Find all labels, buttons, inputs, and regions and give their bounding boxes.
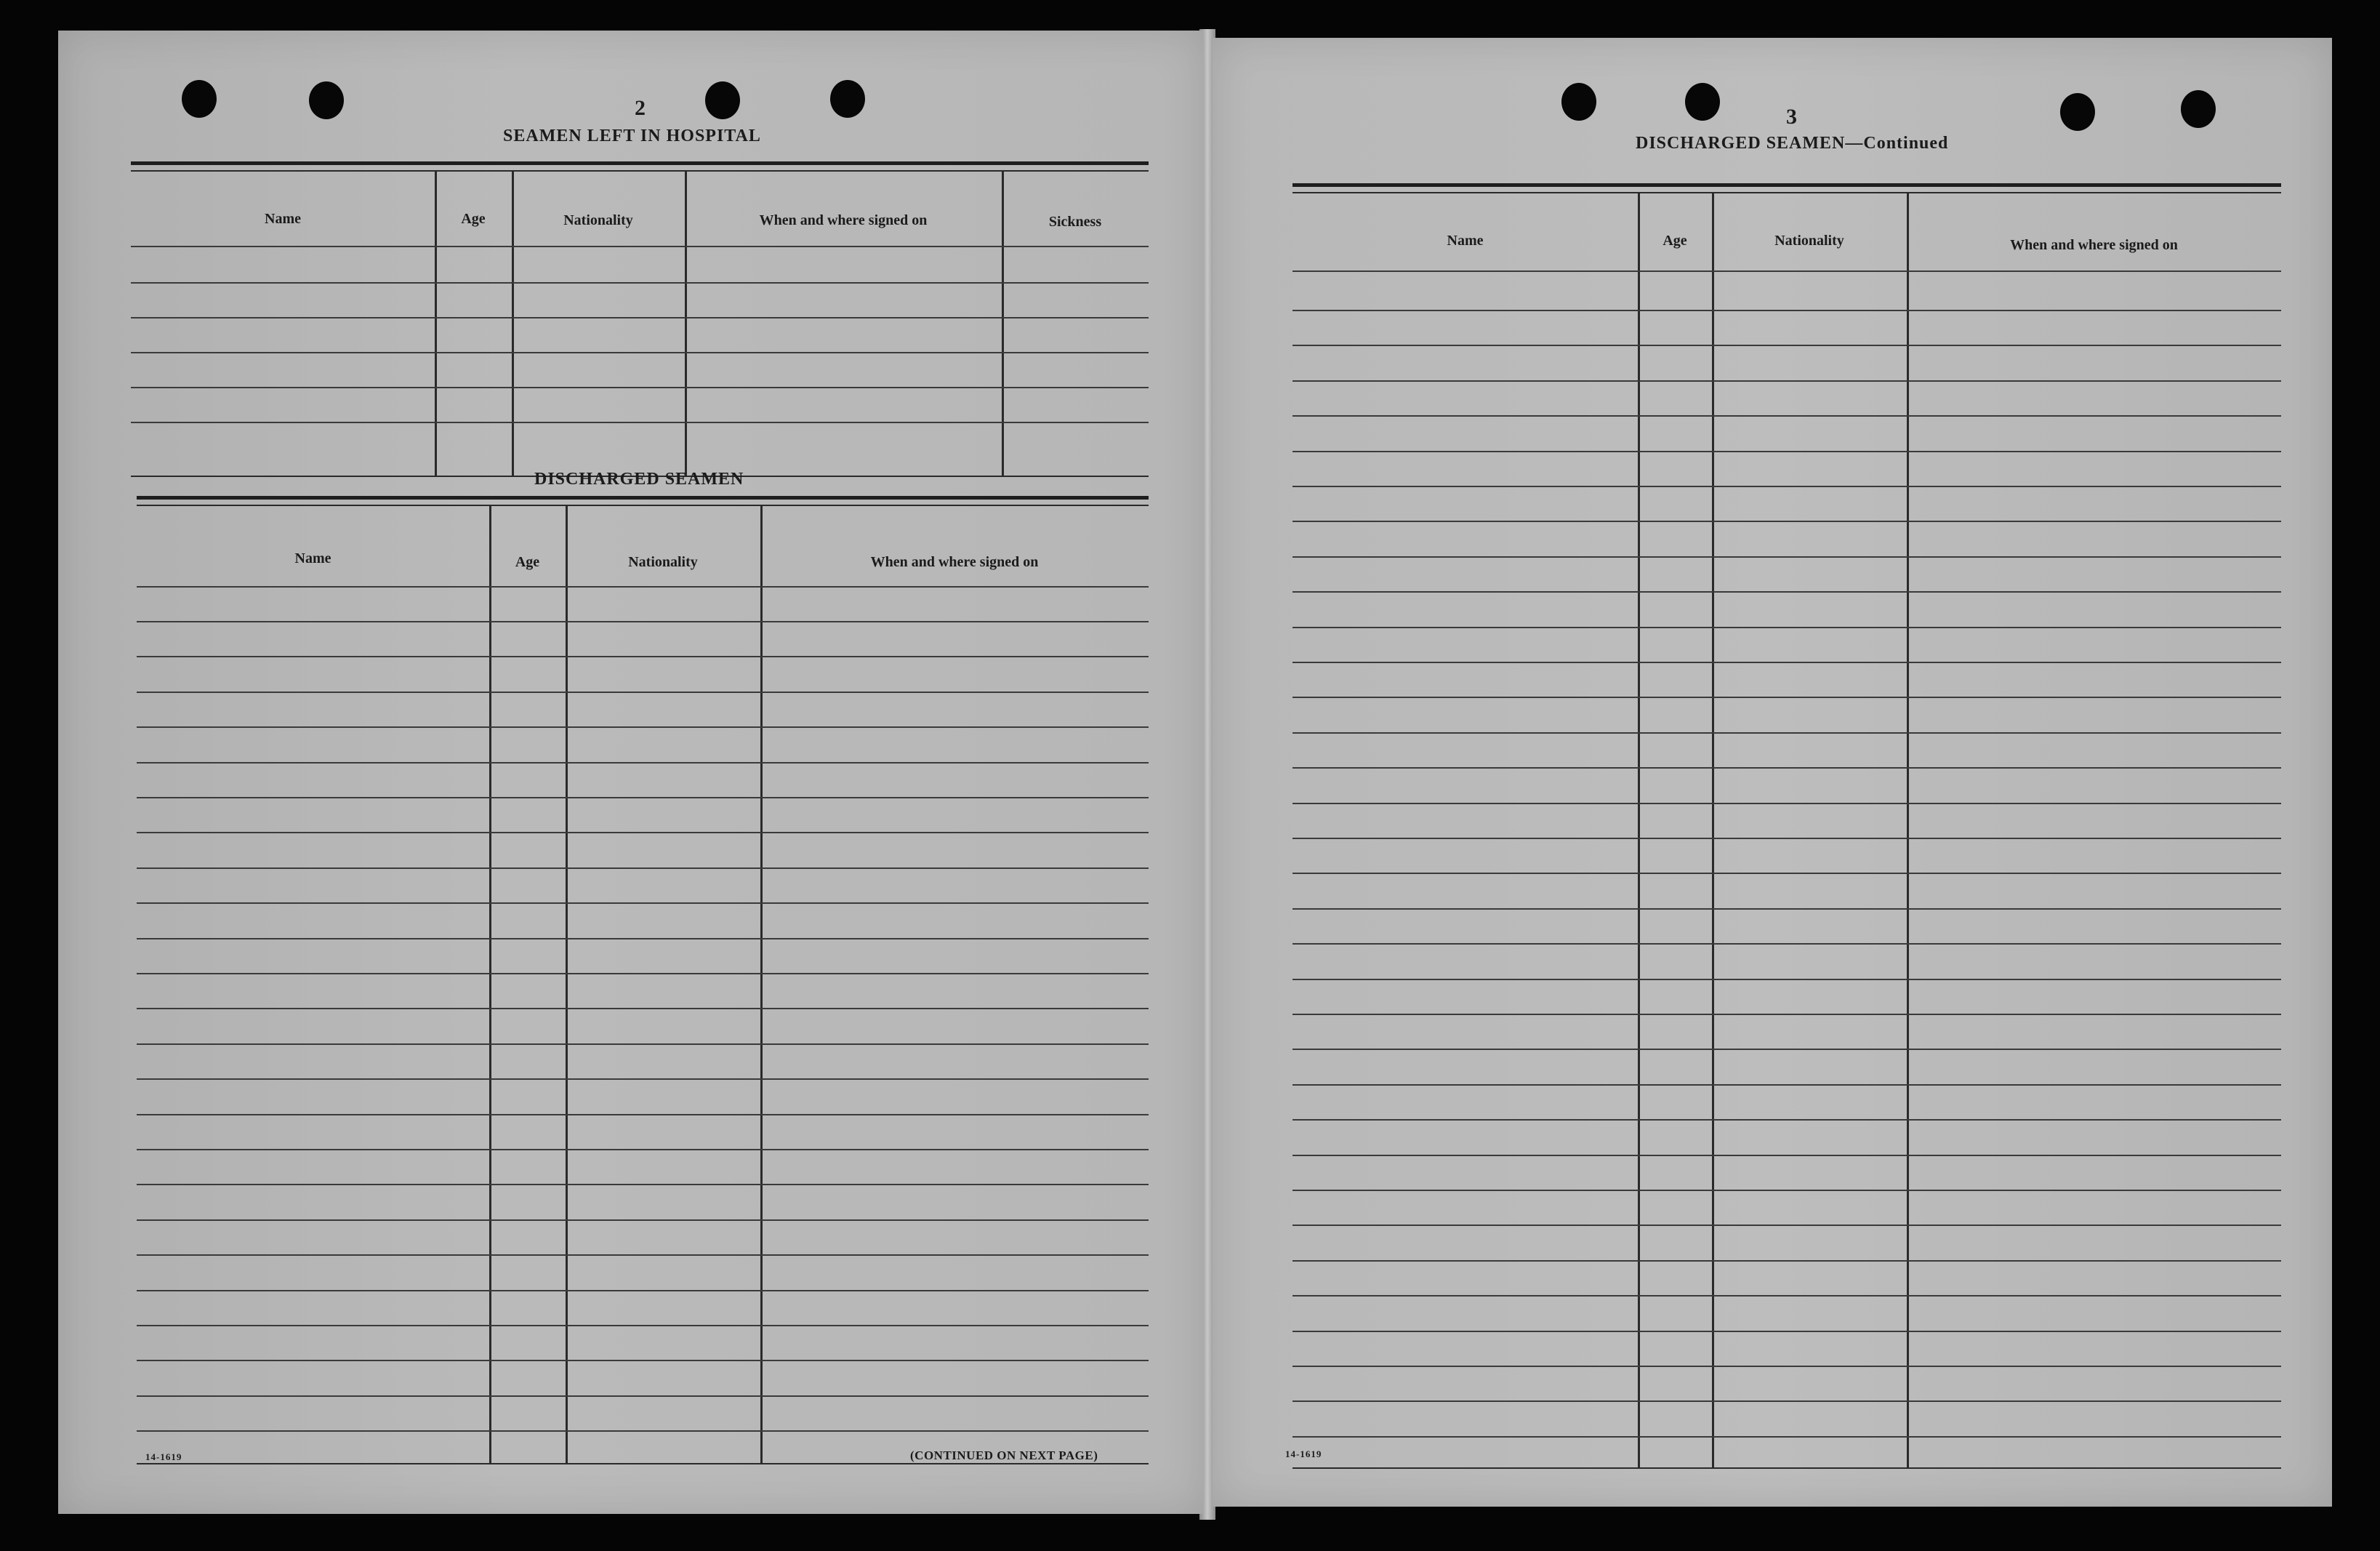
table-row-line: [1292, 1014, 2281, 1015]
table-row-line: [131, 317, 1149, 318]
table-row-line: [1292, 556, 2281, 558]
table-row-line: [1292, 1366, 2281, 1367]
table-row-line: [137, 1430, 1149, 1432]
table-row-line: [137, 1008, 1149, 1009]
table-row-line: [1292, 979, 2281, 980]
table-row-line: [137, 938, 1149, 939]
table-row-line: [1292, 1190, 2281, 1191]
column-divider: [760, 505, 763, 1463]
table-row-line: [137, 1360, 1149, 1361]
table-row-line: [137, 621, 1149, 622]
table-row-line: [1292, 1119, 2281, 1121]
table-row-line: [137, 1184, 1149, 1185]
table-row-line: [137, 1325, 1149, 1326]
column-header-signed-on: When and where signed on: [870, 554, 1039, 570]
punch-hole: [2181, 90, 2216, 128]
column-divider: [566, 505, 568, 1463]
punch-hole: [705, 81, 740, 119]
table-row-line: [1292, 380, 2281, 382]
table-row-line: [137, 1149, 1149, 1150]
table-row-line: [131, 387, 1149, 388]
table-row-line: [1292, 415, 2281, 417]
continued-note: (CONTINUED ON NEXT PAGE): [910, 1448, 1098, 1462]
table-row-line: [1292, 1400, 2281, 1402]
table-row-line: [137, 1219, 1149, 1221]
column-divider: [685, 170, 687, 476]
table-bottom-rule: [1292, 1467, 2281, 1469]
table-row-line: [137, 656, 1149, 657]
table-top-rule: [1292, 183, 2281, 187]
table-row-line: [1292, 627, 2281, 628]
header-underline: [131, 246, 1149, 247]
table-top-rule: [137, 505, 1149, 506]
column-header-nationality: Nationality: [563, 212, 633, 228]
punch-hole: [1685, 83, 1720, 121]
column-header-nationality: Nationality: [1774, 233, 1844, 249]
table-row-line: [1292, 908, 2281, 910]
table-row-line: [1292, 345, 2281, 346]
column-header-sickness: Sickness: [1048, 214, 1102, 230]
table-row-line: [137, 762, 1149, 764]
table-top-rule: [1292, 192, 2281, 193]
table-row-line: [1292, 873, 2281, 874]
column-header-signed-on: When and where signed on: [759, 212, 928, 228]
table-row-line: [1292, 1331, 2281, 1332]
table-row-line: [137, 1043, 1149, 1045]
discharged-continued-title: DISCHARGED SEAMEN—Continued: [1636, 134, 1949, 153]
column-header-signed-on: When and where signed on: [2010, 237, 2178, 253]
table-row-line: [1292, 697, 2281, 698]
table-row-line: [137, 1078, 1149, 1080]
page-number: 3: [1786, 105, 1797, 129]
table-top-rule: [131, 161, 1149, 165]
column-header-age: Age: [1663, 233, 1687, 249]
table-row-line: [137, 726, 1149, 728]
table-row-line: [137, 973, 1149, 974]
table-row-line: [137, 1254, 1149, 1256]
column-divider: [1712, 192, 1714, 1467]
page-number: 2: [635, 96, 646, 120]
column-divider: [1002, 170, 1004, 476]
table-row-line: [137, 902, 1149, 904]
table-row-line: [1292, 662, 2281, 663]
table-row-line: [1292, 803, 2281, 804]
punch-hole: [2060, 93, 2095, 131]
table-row-line: [1292, 486, 2281, 487]
table-bottom-rule: [137, 1463, 1149, 1464]
column-divider: [1638, 192, 1640, 1467]
hospital-table: [131, 161, 1149, 481]
table-row-line: [1292, 1436, 2281, 1438]
hospital-section-title: SEAMEN LEFT IN HOSPITAL: [503, 127, 761, 145]
table-row-line: [137, 1114, 1149, 1115]
discharged-table: [137, 496, 1149, 1470]
table-row-line: [1292, 1225, 2281, 1226]
column-header-age: Age: [461, 211, 486, 227]
table-row-line: [137, 867, 1149, 869]
table-top-rule: [131, 170, 1149, 172]
punch-hole: [182, 80, 217, 118]
table-row-line: [1292, 943, 2281, 945]
table-row-line: [137, 1395, 1149, 1397]
column-divider: [512, 170, 514, 476]
header-underline: [1292, 270, 2281, 272]
table-row-line: [137, 692, 1149, 693]
column-divider: [435, 170, 437, 476]
table-row-line: [1292, 1155, 2281, 1156]
table-row-line: [1292, 1295, 2281, 1296]
column-header-nationality: Nationality: [628, 554, 698, 570]
column-divider: [1907, 192, 1909, 1467]
table-row-line: [137, 832, 1149, 833]
punch-hole: [830, 80, 865, 118]
table-top-rule: [137, 496, 1149, 500]
table-row-line: [137, 1290, 1149, 1291]
table-row-line: [1292, 732, 2281, 734]
table-row-line: [1292, 451, 2281, 452]
table-row-line: [1292, 521, 2281, 522]
table-row-line: [1292, 1049, 2281, 1050]
column-header-name: Name: [294, 550, 331, 566]
column-header-name: Name: [265, 211, 301, 227]
table-row-line: [131, 282, 1149, 284]
discharged-continued-table: [1292, 183, 2281, 1472]
right-page: [1213, 38, 2332, 1507]
table-row-line: [1292, 1260, 2281, 1262]
table-row-line: [1292, 310, 2281, 311]
punch-hole: [309, 81, 344, 119]
column-header-age: Age: [515, 554, 540, 570]
table-row-line: [1292, 838, 2281, 839]
discharged-section-title: DISCHARGED SEAMEN: [534, 470, 744, 489]
punch-hole: [1561, 83, 1596, 121]
table-row-line: [137, 797, 1149, 798]
left-page: [58, 31, 1203, 1514]
header-underline: [137, 586, 1149, 588]
table-row-line: [1292, 767, 2281, 769]
column-header-name: Name: [1447, 233, 1484, 249]
table-row-line: [131, 422, 1149, 423]
form-code: 14-1619: [1285, 1448, 1322, 1459]
table-row-line: [1292, 1084, 2281, 1086]
form-code: 14-1619: [145, 1451, 182, 1462]
table-row-line: [131, 352, 1149, 353]
table-row-line: [1292, 591, 2281, 593]
column-divider: [489, 505, 491, 1463]
